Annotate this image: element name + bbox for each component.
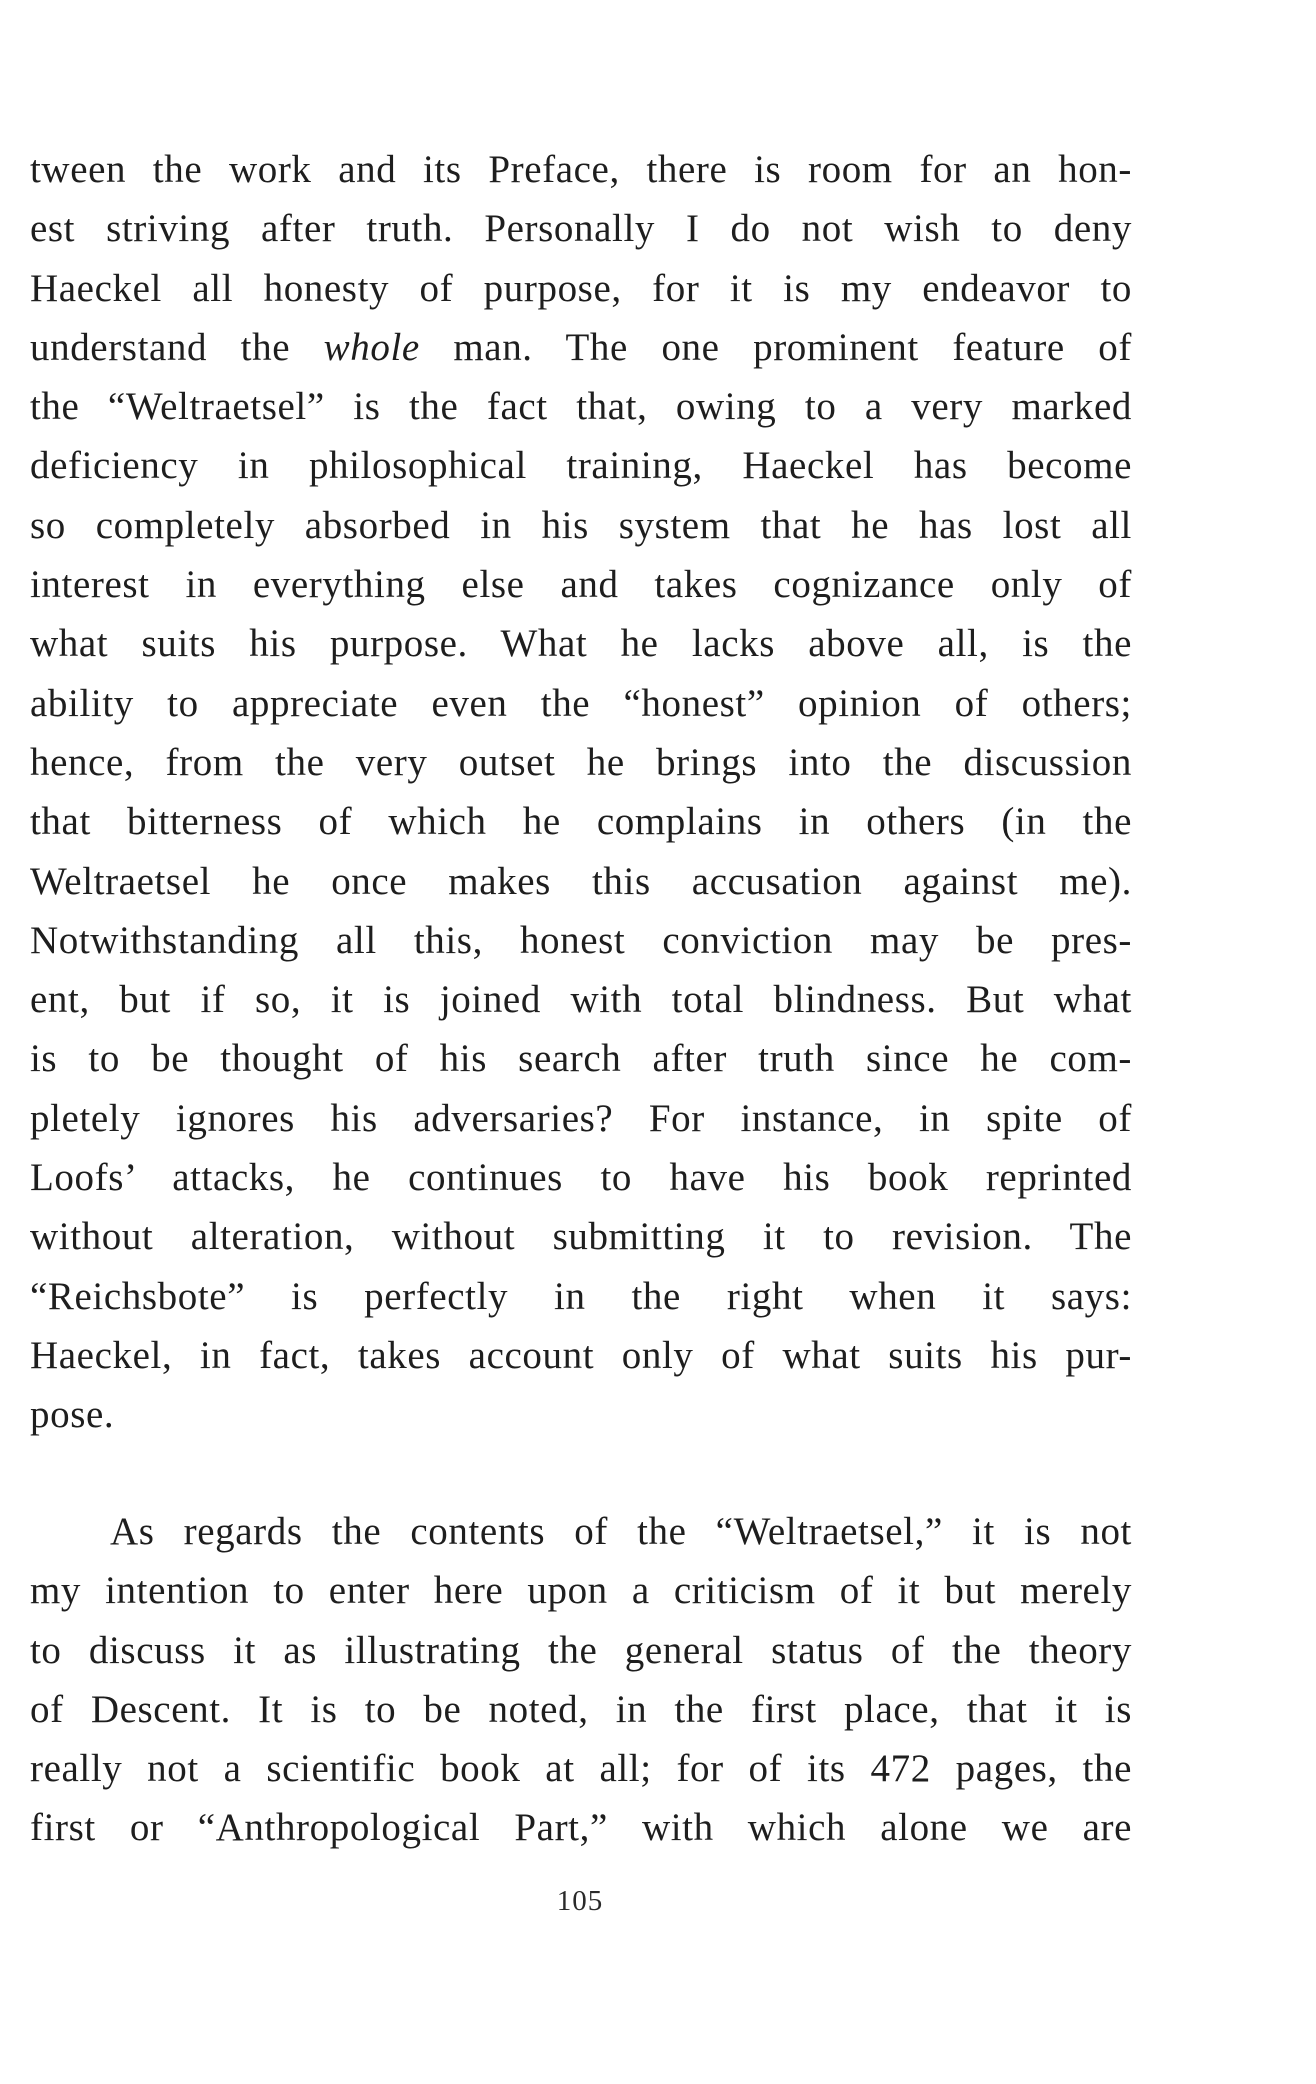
emphasis-word: whole bbox=[323, 325, 420, 369]
text-line: interest in everything else and takes cognizance only of bbox=[30, 563, 1132, 607]
text-line: ent, but if so, it is joined with total blindness. But what bbox=[30, 978, 1132, 1022]
text-line: est striving after truth. Personally I do not wish to deny bbox=[30, 207, 1132, 251]
text-line: what suits his purpose. What he lacks above all, is the bbox=[30, 622, 1132, 666]
text-line: understand the whole man. The one prominent feature of bbox=[30, 325, 1132, 369]
text-line: pletely ignores his adversaries? For instance, in spite of bbox=[30, 1096, 1132, 1140]
text-line: Weltraetsel he once makes this accusation against me). bbox=[30, 859, 1132, 903]
text-line: tween the work and its Preface, there is room for an hon- bbox=[30, 148, 1132, 191]
text-line: deficiency in philosophical training, Haeckel has become bbox=[30, 444, 1132, 488]
text-line: really not a scientific book at all; for of its 472 pages, the bbox=[30, 1747, 1132, 1791]
text-line: Haeckel all honesty of purpose, for it is my endeavor to bbox=[30, 266, 1132, 310]
text-line: hence, from the very outset he brings into the discussion bbox=[30, 740, 1132, 784]
text-line: the “Weltraetsel” is the fact that, owing to a very marked bbox=[30, 385, 1132, 429]
text-line: ability to appreciate even the “honest” opinion of others; bbox=[30, 681, 1132, 725]
paragraph-1 bbox=[30, 140, 1132, 1445]
text-line: pose. bbox=[30, 1393, 115, 1437]
text-line: is to be thought of his search after truth since he com- bbox=[30, 1037, 1132, 1081]
text-line: first or “Anthropological Part,” with which alone we are bbox=[30, 1806, 1132, 1850]
text-line: to discuss it as illustrating the general status of the theory bbox=[30, 1628, 1132, 1672]
text-line: As regards the contents of the “Weltraetsel,” it is not bbox=[110, 1510, 1132, 1553]
page-number: 105 bbox=[556, 1885, 604, 1917]
text-line: so completely absorbed in his system that he has lost all bbox=[30, 503, 1132, 547]
text-line: without alteration, without submitting it to revision. The bbox=[30, 1215, 1132, 1259]
text-line: “Reichsbote” is perfectly in the right when it says: bbox=[30, 1274, 1132, 1318]
text-line: of Descent. It is to be noted, in the first place, that it is bbox=[30, 1687, 1132, 1731]
paragraph-2 bbox=[30, 1502, 1132, 1858]
text-line: Loofs’ attacks, he continues to have his book reprinted bbox=[30, 1156, 1132, 1200]
text-line: my intention to enter here upon a criticism of it but merely bbox=[30, 1569, 1132, 1613]
text-line: Haeckel, in fact, takes account only of what suits his pur- bbox=[30, 1333, 1132, 1377]
text-line: Notwithstanding all this, honest conviction may be pres- bbox=[30, 918, 1132, 962]
text-line: that bitterness of which he complains in others (in the bbox=[30, 800, 1132, 844]
